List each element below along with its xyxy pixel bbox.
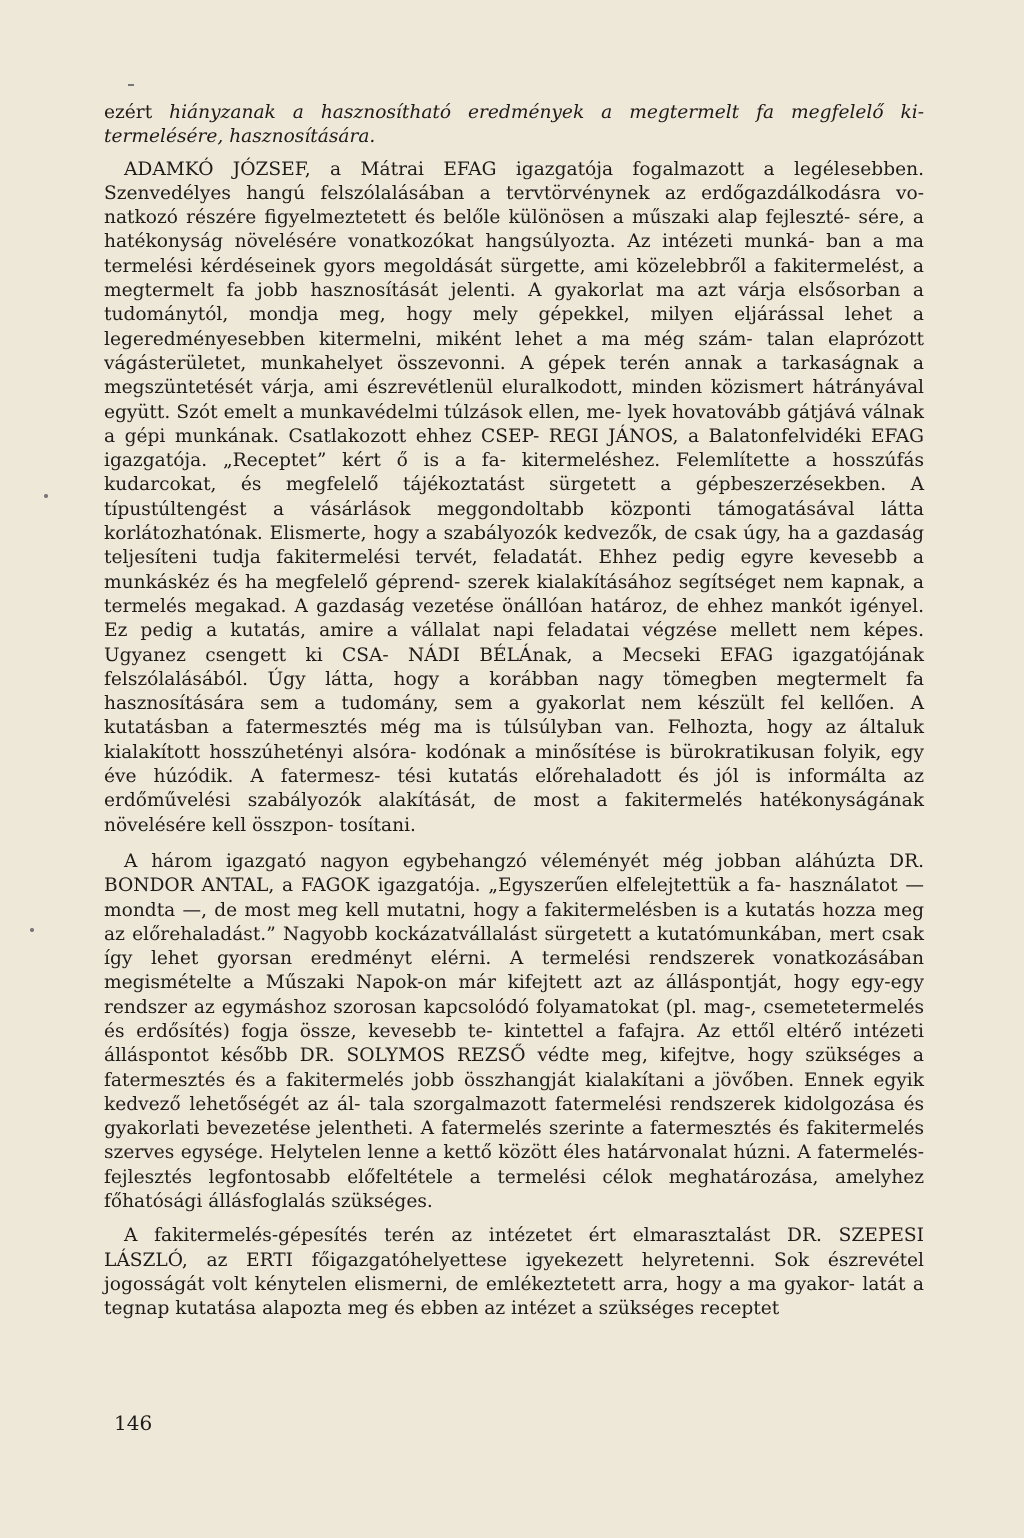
- page-number: 146: [114, 1411, 153, 1435]
- paragraph-3: A három igazgató nagyon egybehangzó véleményét még jobban aláhúzta DR. BONDOR ANTAL, a FAGOK igazgatója. „Egyszerűen elfelejtettük a fa- használatot — mondta —, de most meg kell mutatni, hogy a fakitermelésben is a kutatás hozza meg az előrehaladást.” Nagyobb kockázatvállalást sürgetett a kutatómunkában, mert csak így lehet gyorsan eredményt elérni. A termelési rendszerek vonatkozásában megismételte a Műszaki Napok-on már kifejtett azt az álláspontját, hogy egy-egy rendszer az egymáshoz szorosan kapcsolódó folyamatokat (pl. mag-, csemetetermelés és erdősítés) fogja össze, kevesebb te- kintettel a fafajra. Az ettől eltérő intézeti álláspontot később DR. SOLYMOS REZSŐ védte meg, kifejtve, hogy szükséges a fatermesztés és a fakitermelés jobb összhangját kialakítani a jövőben. Ennek egyik kedvező lehetőségét az ál- tala szorgalmazott fatermelési rendszerek kidolgozása és gyakorlati bevezetése jelentheti. A fatermelés szerinte a fatermesztés és fakitermelés szerves egysége. Helytelen lenne a kettő között éles határvonalat húzni. A fatermelés-fejlesztés legfontosabb előfeltétele a termelési célok meghatározása, amelyhez főhatósági állásfoglalás szükséges.: [104, 850, 924, 1213]
- paragraph-4: A fakitermelés-gépesítés terén az intézetet ért elmarasztalást DR. SZEPESI LÁSZLÓ, az ERTI főigazgatóhelyettese igyekezett helyretenni. Sok észrevétel jogosságát volt kénytelen elismerni, de emlékeztetett arra, hogy a ma gyakor- latát a tegnap kutatása alapozta meg és ebben az intézet a szükséges receptet: [104, 1225, 924, 1320]
- margin-mark: [128, 84, 134, 86]
- margin-mark: [30, 928, 34, 932]
- paragraph-1-italic: hiányzanak a hasznosítható eredmények a megtermelt fa megfelelő ki- termelésére, hasznosítására.: [104, 102, 924, 148]
- margin-mark: [44, 494, 48, 498]
- paragraph-1-lead: ezért: [104, 102, 170, 123]
- paragraph-2: ADAMKÓ JÓZSEF, a Mátrai EFAG igazgatója fogalmazott a legélesebben. Szenvedélyes hangú felszólalásában a tervtörvénynek az erdőgazdálkodásra vo- natkozó részére figyelmeztetett és belőle különösen a műszaki alap fejleszté- sére, a hatékonyság növelésére vonatkozókat hangsúlyozta. Az intézeti munká- ban a ma termelési kérdéseinek gyors megoldását sürgette, ami közelebbről a fakitermelést, a megtermelt fa jobb hasznosítását jelenti. A gyakorlat ma azt várja elsősorban a tudománytól, mondja meg, hogy mely gépekkel, milyen eljárással lehet a legeredményesebben kitermelni, miként lehet a ma még szám- talan elaprózott vágásterületet, munkahelyet összevonni. A gépek terén annak a tarkaságnak a megszüntetését várja, ami észrevétlenül eluralkodott, minden közismert hátrányával együtt. Szót emelt a munkavédelmi túlzások ellen, me- lyek hovatovább gátjává válnak a gépi munkának. Csatlakozott ehhez CSEP- REGI JÁNOS, a Balatonfelvidéki EFAG igazgatója. „Receptet” kért ő is a fa- kitermeléshez. Felemlítette a hosszúfás kudarcokat, és megfelelő tájékoztatást sürgetett a gépbeszerzésekben. A típustúltengést a vásárlások meggondoltabb központi támogatásával látta korlátozhatónak. Elismerte, hogy a szabályozók kedvezők, de csak úgy, ha a gazdaság teljesíteni tudja fakitermelési tervét, feladatát. Ehhez pedig egyre kevesebb a munkáskéz és ha megfelelő géprend- szerek kialakításához segítséget nem kapnak, a termelés megakad. A gazdaság vezetése önállóan határoz, de ehhez mankót igényel. Ez pedig a kutatás, amire a vállalat napi feladatai végzése mellett nem képes. Ugyanez csengett ki CSA- NÁDI BÉLÁnak, a Mecseki EFAG igazgatójának felszólalásából. Úgy látta, hogy a korábban nagy tömegben megtermelt fa hasznosítására sem a tudomány, sem a gyakorlat nem készült fel kellően. A kutatásban a fatermesztés még ma is túlsúlyban van. Felhozta, hogy az általuk kialakított hosszúhetényi alsóra- kodónak a minősítése is bürokratikusan folyik, egy éve húzódik. A fatermesz- tési kutatás előrehaladott és jól is informálta az erdőművelési szabályozók alakítását, de most a fakitermelés hatékonyságának növelésére kell összpon- tosítani.: [104, 158, 924, 836]
- paragraph-1: [104, 101, 924, 150]
- body-text: [104, 101, 924, 1322]
